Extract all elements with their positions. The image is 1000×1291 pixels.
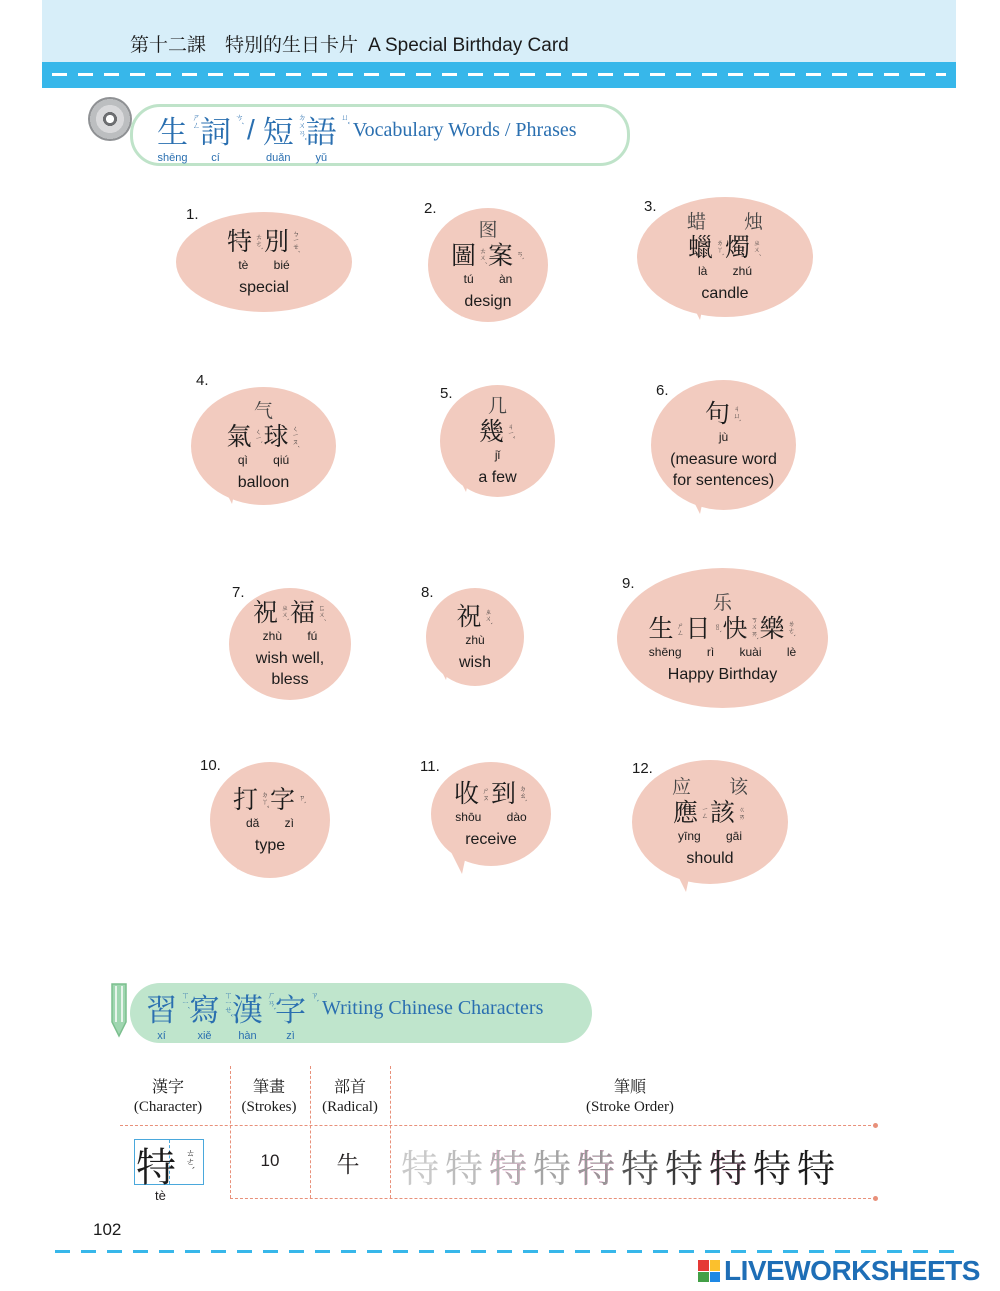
- zhuyin: ㄕㄡ: [482, 786, 490, 801]
- vocab-number: 9.: [622, 575, 635, 592]
- hanzi: 案: [488, 240, 514, 270]
- hanzi: 樂: [759, 613, 785, 643]
- pinyin: tú àn: [463, 271, 513, 286]
- table-character-pinyin: tè: [155, 1188, 166, 1203]
- table-divider: [230, 1066, 231, 1198]
- stroke-step: 特: [488, 1147, 527, 1191]
- vocab-number: 8.: [421, 584, 434, 601]
- hanzi: 幾: [478, 416, 504, 446]
- simplified-chars: 气: [253, 399, 289, 422]
- vocab-bubble: [176, 212, 352, 312]
- pinyin: qì qiú: [237, 452, 290, 467]
- table-divider: [310, 1066, 311, 1198]
- writing-heading: [130, 983, 592, 1043]
- radical: 牛: [336, 1152, 360, 1178]
- stroke-count: 10: [260, 1151, 280, 1170]
- english-gloss: a few: [478, 468, 517, 486]
- vocab-bubble: [431, 762, 551, 866]
- english-gloss: balloon: [237, 473, 290, 491]
- vocab-bubble: [617, 568, 828, 708]
- traditional-chars: [227, 227, 301, 257]
- traditional-chars: [688, 233, 762, 263]
- stroke-order-sequence: [398, 1138, 838, 1193]
- pinyin: yīng gāi: [677, 828, 743, 843]
- vocab-number: 6.: [656, 382, 669, 399]
- zhuyin: ㄉㄠˋ: [519, 784, 528, 803]
- table-character-zhuyin: ㄊㄜˋ: [184, 1148, 194, 1171]
- hanzi: 生: [648, 613, 674, 643]
- lesson-title-en: A Special Birthday Card: [368, 35, 569, 56]
- brand-logo-icon: [698, 1260, 720, 1282]
- stroke-step: 特: [708, 1147, 747, 1191]
- lesson-title-zh: 第十二課 特別的生日卡片: [130, 34, 359, 56]
- page-number: 102: [93, 1220, 122, 1239]
- footer-dashes: [55, 1250, 955, 1253]
- pinyin: shōu dào: [455, 809, 527, 824]
- vocab-bubble: [210, 762, 330, 878]
- vocab-bubble: [440, 385, 555, 497]
- hanzi: 收: [453, 778, 479, 808]
- zhuyin: ㄉㄚˇ: [261, 790, 269, 809]
- vocab-heading: [130, 104, 630, 166]
- hanzi: 圖: [450, 240, 476, 270]
- zhuyin: ㄧㄥ: [701, 806, 709, 819]
- english-gloss: candle: [701, 284, 749, 302]
- hanzi: 蠟: [687, 232, 713, 262]
- zhuyin: ㄢˋ: [516, 250, 525, 261]
- pinyin: shēng rì kuài lè: [648, 644, 797, 659]
- zhuyin: ㄐㄩˋ: [733, 405, 741, 423]
- writing-heading-word: 習 ㄒㄧˊ xí: [146, 990, 190, 1042]
- vocab-bubble: [428, 208, 548, 322]
- cd-icon[interactable]: [88, 97, 132, 141]
- table-rule: [120, 1125, 876, 1126]
- english-gloss: should: [686, 849, 734, 867]
- english-gloss: receive: [465, 830, 517, 848]
- english-gloss: Happy Birthday: [667, 665, 778, 683]
- zhuyin: ㄌㄚˋ: [716, 238, 724, 257]
- brand-logo[interactable]: [698, 1255, 980, 1287]
- table-rule: [230, 1198, 876, 1199]
- vocab-bubble: [632, 760, 788, 884]
- hanzi: 福: [290, 598, 316, 627]
- zhuyin: ㄖˋ: [713, 623, 722, 634]
- zhuyin: ㄌㄜˋ: [787, 619, 796, 638]
- hanzi: 日: [685, 613, 711, 643]
- lesson-title: [130, 30, 569, 57]
- english-gloss: design: [464, 292, 512, 310]
- traditional-chars: [456, 602, 493, 632]
- zhuyin: ㄓㄨˋ: [281, 604, 289, 622]
- hanzi: 燭: [725, 232, 751, 262]
- zhuyin: ㄑㄧㄡˊ: [291, 424, 300, 449]
- table-divider: [390, 1066, 391, 1198]
- pinyin: là zhú: [697, 263, 753, 278]
- english-gloss: wish well, bless: [255, 650, 325, 688]
- writing-heading-word: 字 ㄗˋ zì: [275, 990, 319, 1042]
- zhuyin: ㄍㄞ: [738, 805, 747, 820]
- brand-name: LIVEWORKSHEETS: [724, 1255, 980, 1286]
- traditional-chars: [454, 779, 528, 809]
- vocab-number: 2.: [424, 200, 437, 217]
- writing-heading-en: Writing Chinese Characters: [322, 996, 544, 1019]
- hanzi: 句: [704, 399, 730, 428]
- pinyin: jù: [718, 430, 729, 444]
- vocab-number: 5.: [440, 385, 453, 402]
- vocab-heading-word: 短 ㄉㄨㄢˇ duǎn: [262, 112, 307, 164]
- th-radical: 部首 (Radical): [322, 1077, 378, 1115]
- vocab-bubble: [637, 197, 813, 317]
- writing-heading-word: 漢 ㄏㄢˋ hàn: [232, 990, 276, 1042]
- zhuyin: ㄊㄜˋ: [255, 232, 263, 251]
- table-character: 特: [136, 1145, 176, 1191]
- simplified-chars: 蜡 烛: [686, 210, 780, 233]
- english-gloss: (measure word for sentences): [670, 451, 777, 489]
- stroke-step: 特: [400, 1147, 439, 1191]
- hanzi: 球: [263, 421, 289, 451]
- header-stripe: [42, 62, 956, 88]
- vocab-number: 1.: [186, 206, 199, 223]
- simplified-chars: 几: [487, 394, 523, 417]
- vocab-bubble: [651, 380, 796, 510]
- traditional-chars: [233, 785, 307, 815]
- pinyin: tè bié: [238, 257, 290, 272]
- hanzi: 打: [232, 784, 258, 814]
- vocab-heading-word: 語 ㄩˇ yǔ: [305, 112, 350, 164]
- vocab-bubble: [229, 588, 351, 700]
- zhuyin: ㄓㄨˊ: [753, 238, 762, 257]
- traditional-chars: [673, 798, 747, 828]
- th-strokes: 筆畫 (Strokes): [241, 1077, 297, 1115]
- vocab-number: 4.: [196, 372, 209, 389]
- pinyin: dǎ zì: [245, 815, 294, 830]
- hanzi: 快: [722, 613, 748, 643]
- english-gloss: wish: [458, 653, 491, 671]
- pinyin: jǐ: [494, 447, 501, 462]
- hanzi: 祝: [252, 598, 278, 627]
- heading-slash: /: [247, 114, 255, 145]
- vocab-number: 10.: [200, 757, 221, 774]
- zhuyin: ㄓㄨˋ: [484, 607, 493, 626]
- zhuyin: ㄊㄨˊ: [479, 246, 487, 265]
- writing-heading-word: 寫 ㄒㄧㄝˇ xiě: [189, 990, 233, 1042]
- pinyin: zhù fú: [262, 629, 318, 643]
- english-gloss: type: [254, 836, 286, 854]
- vocab-number: 7.: [232, 584, 245, 601]
- table-rule-dot: [873, 1123, 878, 1128]
- traditional-chars: [648, 614, 796, 644]
- zhuyin: ㄎㄨㄞˋ: [750, 616, 759, 641]
- traditional-chars: [253, 598, 327, 628]
- zhuyin: ㄗˋ: [298, 794, 307, 805]
- stroke-step: 特: [444, 1147, 483, 1191]
- hanzi: 該: [710, 797, 736, 827]
- zhuyin: ㄑㄧˋ: [254, 428, 263, 445]
- vocab-bubble: [191, 387, 336, 505]
- zhuyin: ㄐㄧˇ: [507, 423, 515, 440]
- hanzi: 祝: [456, 601, 482, 631]
- hanzi: 氣: [226, 421, 252, 451]
- zhuyin: ㄈㄨˊ: [318, 604, 327, 622]
- hanzi: 特: [226, 226, 252, 256]
- stroke-step: 特: [752, 1147, 791, 1191]
- traditional-chars: [479, 417, 516, 447]
- hanzi: 別: [264, 226, 290, 256]
- vocab-heading-word: 詞 ㄘˊ cí: [200, 112, 244, 164]
- hanzi: 到: [491, 778, 517, 808]
- traditional-chars: [705, 399, 742, 429]
- traditional-chars: [226, 422, 300, 452]
- table-rule-dot: [873, 1196, 878, 1201]
- zhuyin: ㄕㄥ: [676, 621, 685, 636]
- vocab-number: 3.: [644, 198, 657, 215]
- simplified-chars: 应 该: [671, 775, 765, 798]
- simplified-chars: 乐: [712, 591, 748, 614]
- th-character: 漢字 (Character): [133, 1077, 203, 1115]
- th-stroke-order: 筆順 (Stroke Order): [586, 1077, 674, 1115]
- stroke-step: 特: [796, 1147, 835, 1191]
- pinyin: zhù: [465, 632, 485, 647]
- vocab-heading-en: Vocabulary Words / Phrases: [352, 118, 577, 141]
- stroke-step: 特: [620, 1147, 659, 1191]
- hanzi: 字: [270, 784, 296, 814]
- stroke-step: 特: [664, 1147, 703, 1191]
- vocab-heading-word: 生 ㄕㄥ shēng: [157, 112, 201, 164]
- vocab-number: 11.: [420, 758, 440, 775]
- stroke-step: 特: [532, 1147, 571, 1191]
- zhuyin: ㄅㄧㄝˊ: [292, 229, 301, 254]
- vocab-bubble: [426, 588, 524, 686]
- stroke-step: 特: [576, 1147, 615, 1191]
- simplified-chars: 图: [478, 218, 514, 241]
- traditional-chars: [451, 241, 525, 271]
- vocab-number: 12.: [632, 760, 653, 777]
- english-gloss: special: [239, 278, 289, 296]
- hanzi: 應: [672, 797, 698, 827]
